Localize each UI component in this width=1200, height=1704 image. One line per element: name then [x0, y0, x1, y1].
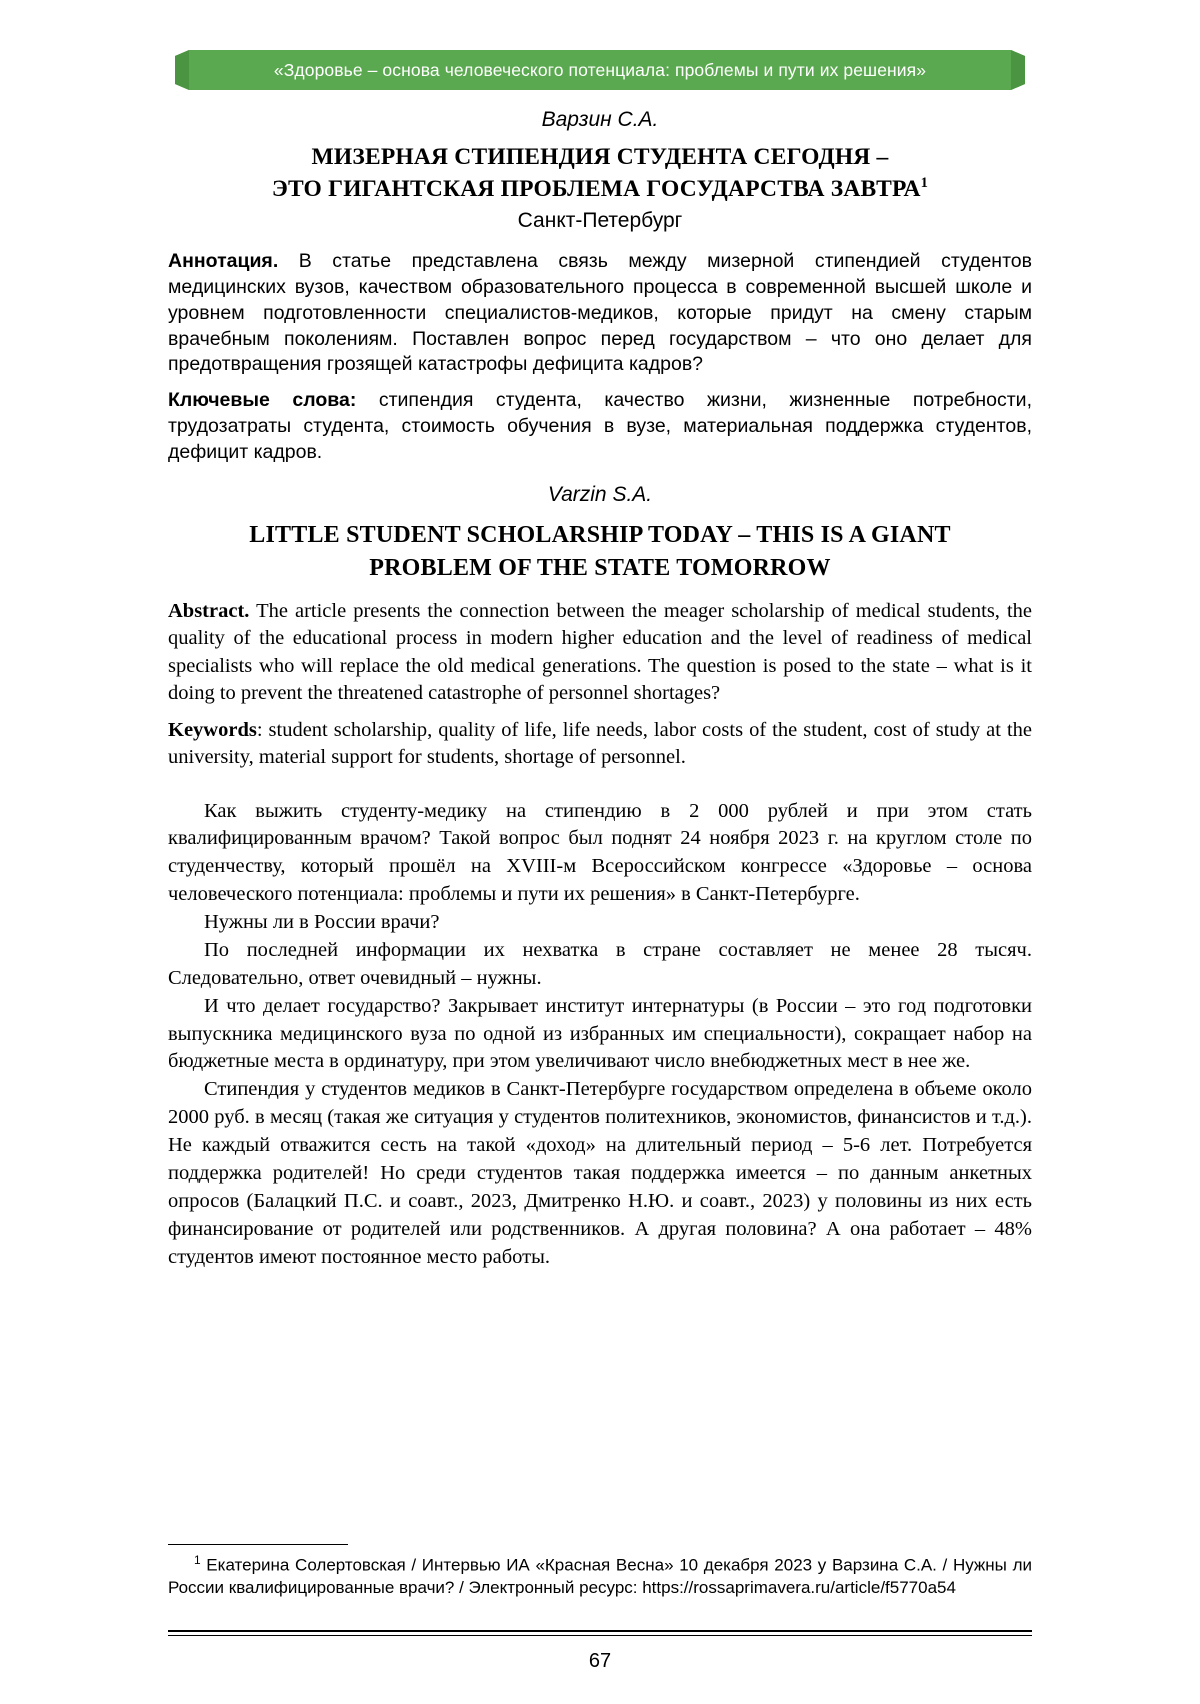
footer-rule-thick: [168, 1630, 1032, 1632]
abstract-russian-text: В статье представлена связь между мизерной стипендией студентов медицинских вузов, качеством образовательного процесса в современной высшей школе и уровнем подготовленности специалистов-медиков, которые придут на смену старым врачебным поколениям. Поставлен вопрос перед государством – что оно делает для предотвращения грозящей катастрофы дефицита кадров?: [168, 250, 1032, 376]
abstract-russian-label: Аннотация.: [168, 250, 279, 273]
title-english: [168, 519, 1032, 584]
abstract-english-text: The article presents the connection between the meager scholarship of medical students, the quality of the educational process in modern higher education and the level of readiness of medical specialists who will replace the old medical generations. The question is posed to the state – what is it doing to prevent the threatened catastrophe of personnel shortages?: [168, 600, 1032, 704]
running-header-banner: [175, 50, 1025, 90]
footnote-block: [168, 1544, 1032, 1599]
keywords-russian: [168, 388, 1032, 465]
city-russian: Санкт-Петербург: [517, 209, 683, 233]
keywords-english: [168, 717, 1032, 772]
body-paragraph: И что делает государство? Закрывает институт интернатуры (в России – это год подготовки выпускника медицинского вуза по одной из избранных им специальности), сокращает набор на бюджетные места в ординатуру, при этом увеличивают число внебюджетных мест в нее же.: [168, 994, 1032, 1073]
body-paragraph: Стипендия у студентов медиков в Санкт-Петербурге государством определена в объеме около 2000 руб. в месяц (такая же ситуация у студентов политехников, экономистов, финансистов и т.д.). Не каждый отважится сесть на такой «доход» на длительный период – 5-6 лет. Потребуется поддержка родителей! Но среди студентов такая поддержка имеется – по данным анкетных опросов (Балацкий П.С. и соавт., 2023, Дмитренко Н.Ю. и соавт., 2023) у половины из них есть финансирование от родителей или родственников. А другая половина? А она работает – 48% студентов имеют постоянное место работы.: [168, 1078, 1032, 1268]
footnote-body: Екатерина Солертовская / Интервью ИА «Красная Весна» 10 декабря 2023 у Варзина С.А. / Нужны ли России квалифицированные врачи? / Электронный ресурс: https://rossaprimavera.ru/article/f5770a54: [168, 1555, 1032, 1597]
page-number: 67: [588, 1650, 612, 1672]
keywords-russian-label: Ключевые слова:: [168, 389, 357, 412]
title-russian-line-1: МИЗЕРНАЯ СТИПЕНДИЯ СТУДЕНТА СЕГОДНЯ –: [311, 144, 889, 170]
title-russian: [168, 142, 1032, 205]
article-body: [168, 798, 1032, 1272]
keywords-english-label: Keywords: [168, 719, 257, 742]
author-english: Varzin S.A.: [547, 483, 653, 507]
title-russian-line-2-text: ЭТО ГИГАНТСКАЯ ПРОБЛЕМА ГОСУДАРСТВА ЗАВТРА: [271, 175, 921, 202]
footer-rule-thin: [168, 1635, 1032, 1636]
body-paragraph: По последней информации их нехватка в стране составляет не менее 28 тысяч. Следовательно, ответ очевидный – нужны.: [168, 938, 1032, 989]
abstract-russian: [168, 249, 1032, 378]
title-footnote-marker: 1: [920, 174, 929, 191]
article-content: [168, 100, 1032, 1271]
footnote-text: [168, 1553, 1032, 1599]
footnote-separator-rule: [168, 1544, 348, 1545]
abstract-english: [168, 598, 1032, 707]
running-header-text: «Здоровье – основа человеческого потенциала: проблемы и пути их решения»: [273, 59, 927, 80]
author-russian: Варзин С.А.: [541, 108, 659, 131]
keywords-english-text: : student scholarship, quality of life, life needs, labor costs of the student, cost of study at the university, material support for students, shortage of personnel.: [168, 719, 1032, 769]
footnote-marker: 1: [194, 1553, 201, 1567]
body-paragraph: Нужны ли в России врачи?: [204, 911, 440, 934]
keywords-russian-text: стипендия студента, качество жизни, жизненные потребности, трудозатраты студента, стоимость обучения в вузе, материальная поддержка студентов, дефицит кадров.: [168, 389, 1032, 463]
title-english-line-1: LITTLE STUDENT SCHOLARSHIP TODAY – THIS IS A GIANT: [249, 522, 951, 549]
body-paragraph: Как выжить студенту-медику на стипендию в 2 000 рублей и при этом стать квалифицированным врачом? Такой вопрос был поднят 24 ноября 2023 г. на круглом столе по студенчеству, который прошёл на XVIII-м Всероссийском конгрессе «Здоровье – основа человеческого потенциала: проблемы и пути их решения» в Санкт-Петербурге.: [168, 799, 1032, 906]
title-russian-line-2: [168, 174, 1032, 206]
abstract-english-label: Abstract.: [168, 600, 250, 623]
title-english-line-2: PROBLEM OF THE STATE TOMORROW: [369, 554, 831, 581]
footer-divider: [168, 1630, 1032, 1636]
